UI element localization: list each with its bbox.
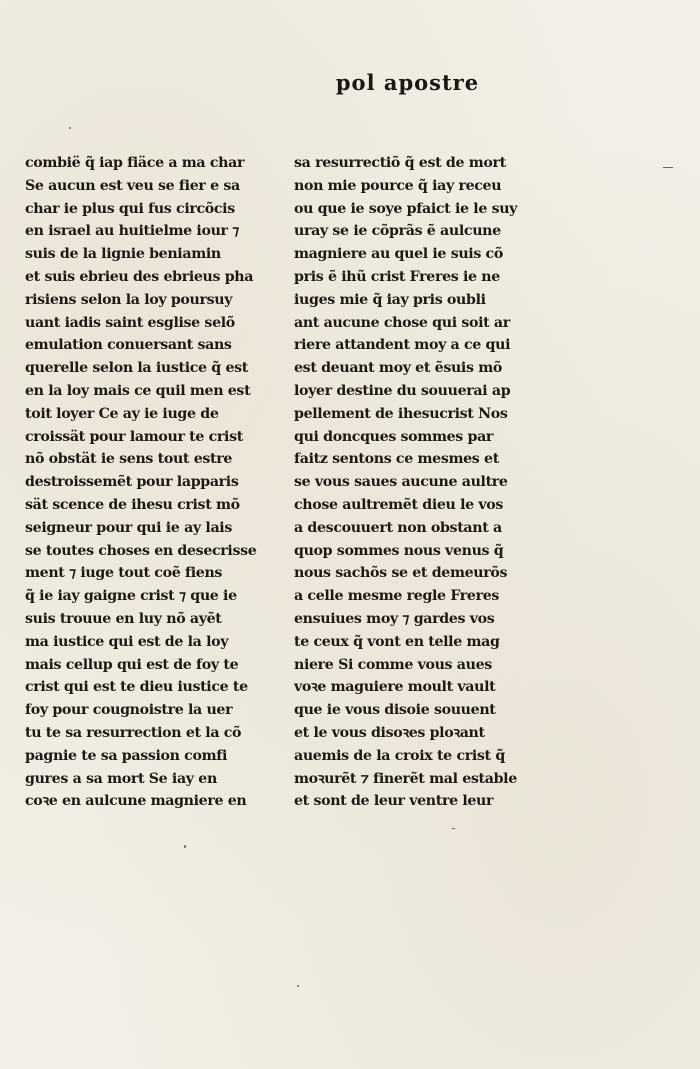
text-line: sa resurrectiõ q̃ est de mort — [294, 155, 506, 171]
text-line: destroissemẽt pour lapparis — [25, 474, 239, 491]
text-line: uray se ie cõprãs ẽ aulcune — [294, 223, 501, 240]
text-line: ou que ie soye pfaict ie le suy — [294, 200, 518, 217]
text-line: tu te sa resurrection et la cõ — [25, 724, 242, 741]
text-line: en israel au huitielme iour ⁊ — [25, 223, 239, 240]
text-line: croissät pour lamour te crist — [25, 428, 243, 445]
text-line: a descouuert non obstant a — [294, 519, 502, 536]
text-column-left — [25, 152, 257, 813]
text-line: seigneur pour qui ie ay lais — [25, 519, 232, 536]
text-line: qui doncques sommes par — [294, 428, 494, 445]
text-line: et le vous disoꝛes ploꝛant — [294, 724, 485, 741]
text-line: voꝛe maguiere moult vault — [294, 679, 496, 696]
ink-speck — [297, 985, 299, 987]
text-line: q̃ ie iay gaigne crist ⁊ que ie — [25, 588, 237, 605]
text-line: risiens selon la loy poursuy — [25, 291, 233, 308]
text-line: a celle mesme regle Freres — [294, 588, 500, 605]
ink-speck — [452, 828, 455, 829]
text-line: gures a sa mort Se iay en — [25, 770, 217, 787]
text-line: char ie plus qui fus circõcis — [25, 200, 235, 217]
ink-speck — [69, 127, 71, 129]
text-line: crist qui est te dieu iustice te — [25, 679, 248, 696]
text-line: est deuant moy et ẽsuis mõ — [294, 360, 502, 377]
text-column-right — [294, 152, 522, 813]
text-line: et suis ebrieu des ebrieus pha — [25, 268, 254, 285]
text-line: en la loy mais ce quil men est — [25, 382, 251, 399]
text-line: ensuiues moy ⁊ gardes vos — [294, 610, 495, 627]
text-line: uant iadis saint esglise selõ — [25, 314, 235, 331]
margin-mark — [663, 167, 673, 168]
text-line: ment ⁊ iuge tout coẽ fiens — [25, 565, 223, 582]
text-line: magniere au quel ie suis cõ — [294, 246, 503, 263]
text-line: combië q̃ iap fiäce a ma char — [25, 155, 245, 171]
running-head: pol apostre — [335, 70, 480, 95]
text-line: pagnie te sa passion comfi — [25, 747, 228, 764]
text-line: moꝛurẽt ⁊ finerẽt mal estable — [294, 770, 517, 787]
text-line: et sont de leur ventre leur — [294, 793, 494, 810]
text-line: quop sommes nous venus q̃ — [294, 542, 504, 559]
text-line: auemis de la croix te crist q̃ — [294, 747, 505, 764]
text-line: riere attandent moy a ce qui — [294, 337, 511, 354]
text-line: te ceux q̃ vont en telle mag — [294, 633, 500, 650]
text-line: loyer destine du souuerai ap — [294, 382, 511, 399]
text-line: ant aucune chose qui soit ar — [294, 314, 510, 331]
text-line: suis de la lignie beniamin — [25, 246, 221, 263]
text-line: Se aucun est veu se fier e sa — [25, 177, 240, 194]
text-line: mais cellup qui est de foy te — [25, 656, 239, 673]
text-line: pellement de ihesucrist Nos — [294, 405, 508, 422]
text-line: querelle selon la iustice q̃ est — [25, 360, 248, 377]
text-line: niere Si comme vous aues — [294, 656, 492, 673]
text-line: foy pour cougnoistre la uer — [25, 702, 233, 719]
text-line: faitz sentons ce mesmes et — [294, 451, 499, 468]
text-line: ma iustice qui est de la loy — [25, 633, 229, 650]
text-line: non mie pource q̃ iay receu — [294, 177, 502, 194]
text-line: emulation conuersant sans — [25, 337, 232, 354]
text-line: suis trouue en luy nõ ayẽt — [25, 610, 222, 627]
text-line: se toutes choses en desecrisse — [25, 542, 257, 559]
text-line: iuges mie q̃ iay pris oubli — [294, 291, 486, 308]
text-line: nõ obstät ie sens tout estre — [25, 451, 233, 468]
ink-speck — [184, 845, 186, 848]
text-line: nous sachõs se et demeurõs — [294, 565, 508, 582]
text-line: coꝛe en aulcune magniere en — [25, 793, 247, 810]
text-line: se vous saues aucune aultre — [294, 474, 508, 491]
text-line: sät scence de ihesu crist mõ — [25, 496, 240, 513]
text-line: que ie vous disoie souuent — [294, 702, 496, 719]
text-line: chose aultremẽt dieu le vos — [294, 496, 504, 513]
text-line: toit loyer Ce ay ie iuge de — [25, 405, 219, 422]
text-line: pris ẽ ihũ crist Freres ie ne — [294, 268, 500, 285]
